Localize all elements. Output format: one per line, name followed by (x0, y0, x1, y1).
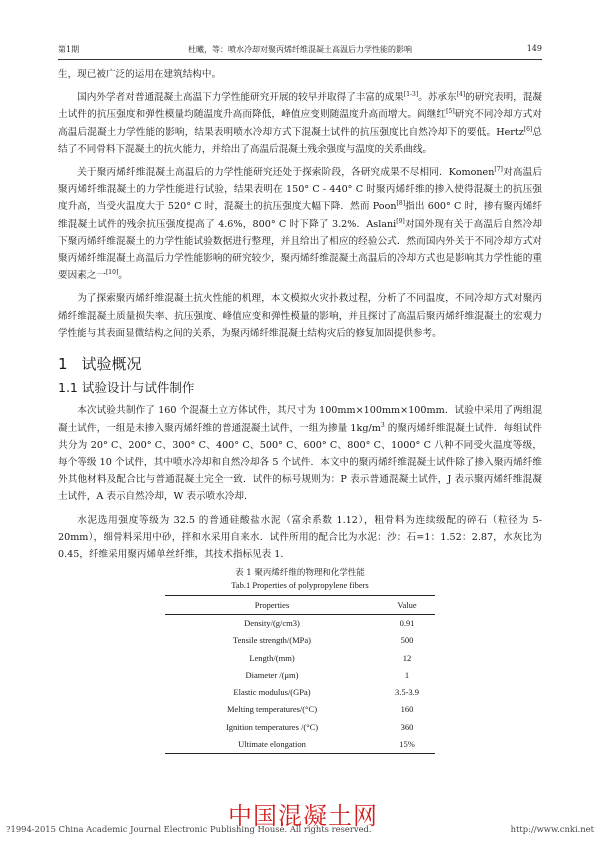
copyright-notice: ?1994-2015 China Academic Journal Electronic Publishing House. All rights reserved. (6, 824, 372, 834)
paragraph-materials: 水泥选用强度等级为 32.5 的普通硅酸盐水泥（富余系数 1.12），粗骨料为连续级配的碎石（粒径为 5-20mm），细骨料采用中砂，拌和水采用自来水．试件所用的配合比为水泥：沙：石=1：1.52：2.87，水灰比为 0.45，纤维采用聚丙烯单丝纤维，其技术指标见表 1． (58, 514, 542, 561)
column-header: Properties (165, 596, 379, 615)
table-row (165, 719, 435, 736)
table-header-row (165, 596, 435, 615)
table-cell: Density/(g/cm3) (244, 618, 300, 629)
table-row (165, 667, 435, 684)
table-cell: Diameter /(μm) (245, 669, 299, 680)
table-cell: 1 (404, 669, 410, 680)
running-title: 杜曦，等：喷水冷却对聚丙烯纤维混凝土高温后力学性能的影响 (188, 45, 412, 54)
paragraph-continued: 生，现已被广泛的运用在建筑结构中。 (58, 69, 222, 80)
table-cell: 12 (402, 652, 412, 663)
table-caption (58, 567, 542, 591)
table-cell: 0.91 (399, 618, 415, 629)
citation[interactable]: [6] (523, 125, 533, 133)
table-cell: 15% (379, 736, 435, 754)
article-body (58, 66, 542, 754)
footer-link[interactable]: http://www.cnki.net (510, 824, 594, 834)
running-header (58, 44, 542, 58)
paragraph-specimen-design: 本次试验共制作了 160 个混凝土立方体试件，其尺寸为 100mm×100mm×100mm．试验中采用了两组混凝土试件，一组是未掺入聚丙烯纤维的普通混凝土试件，一组为掺量 $1kg/m^3$ 的聚丙烯纤维混凝土试件．每组试件共分为 20° C、200° C、300° C、400° C、500° C、600° C、800° C、1000° C 八种不同受火温度等级，每个等级 10 个试件，其中喷水冷却和自然冷却各 5 个试件．本文中的聚丙烯纤维混凝土试件除了掺入聚丙烯纤维外其他材料及配合比与普通混凝土完全一致．试件的标号规则为：P 表示普通混凝土试件，J 表示聚丙烯纤维混凝土试件，A 表示自然冷却，W 表示喷水冷却． (58, 405, 542, 503)
column-header: Value (379, 596, 435, 615)
table-row (165, 736, 435, 754)
table-caption-en: Tab.1 Properties of polypropylene fibers (231, 580, 369, 591)
table-cell: 3.5-3.9 (394, 687, 420, 698)
citation[interactable]: [7] (494, 165, 503, 173)
paragraph-domestic-research: 国内外学者对普通混凝土高温下力学性能研究开展的较早并取得了丰富的成果[1-3]。苏承东[4]的研究表明，混凝土试件的抗压强度和弹性模量均随温度升高而降低，峰值应变则随温度升高而增大。阎继红[5]研究不同冷却方式对高温后混凝土力学性能的影响，结果表明喷水冷却方式下混凝土试件的抗压强度比自然冷却下的要低。Hertz[6]总结了不同骨料下混凝土的抗火能力，并给出了高温后混凝土残余强度与温度的关系曲线。 (58, 91, 543, 155)
citation[interactable]: [1-3] (403, 91, 419, 99)
section-heading-1: 1 试验概况 (58, 355, 142, 374)
citation[interactable]: [4] (456, 91, 466, 99)
citation[interactable]: [8] (396, 200, 406, 208)
table-cell: Melting temperatures/(°C) (227, 704, 318, 715)
table-cell: Ignition temperatures /(°C) (225, 721, 319, 732)
table-row (165, 684, 435, 701)
properties-table (165, 595, 435, 754)
table-cell: Elastic modulus/(GPa) (233, 687, 311, 698)
section-heading-1-1: 1.1 试验设计与试件制作 (58, 380, 195, 396)
table-row (165, 615, 435, 633)
page-number: 149 (526, 44, 542, 53)
citation[interactable]: [9] (396, 217, 405, 225)
citation[interactable]: [10] (105, 269, 119, 277)
table-row (165, 632, 435, 649)
header-rule (58, 59, 542, 60)
table-row (165, 701, 435, 718)
table-caption-cn: 表 1 聚丙烯纤维的物理和化学性能 (235, 568, 365, 579)
table-cell: Tensile strength/(MPa) (233, 635, 312, 646)
paragraph-objective: 为了探索聚丙烯纤维混凝土抗火性能的机理，本文模拟火灾扑救过程，分析了不同温度，不同冷却方式对聚丙烯纤维混凝土质量损失率、抗压强度、峰值应变和弹性模量的影响，并且探讨了高温后聚丙烯纤维混凝土的宏观力学性能与其表面显微结构之间的关系，为聚丙烯纤维混凝土结构灾后的修复加固提供参考。 (58, 293, 542, 339)
table-cell: 500 (400, 635, 414, 646)
citation[interactable]: [5] (446, 108, 455, 116)
issue-label: 第1期 (58, 45, 80, 54)
table-cell: Length/(mm) (249, 652, 295, 663)
table-cell: Ultimate elongation (165, 736, 379, 754)
table-row (165, 650, 435, 667)
table-cell: 160 (400, 704, 414, 715)
site-watermark: 中国混凝土网 (228, 802, 378, 830)
table-cell: 360 (400, 721, 414, 732)
paragraph-pp-fiber-research: 关于聚丙烯纤维混凝土高温后的力学性能研究还处于探索阶段，各研究成果不尽相同．Komonen[7]对高温后聚丙烯纤维混凝土的力学性能进行试验，结果表明在 150° C - 440° C 时聚丙烯纤维的掺入使得混凝土的抗压强度升高，当受火温度大于 520° C 时，混凝土的抗压强度大幅下降．然而 Poon[8]指出 600° C 时，掺有聚丙烯纤维混凝土试件的残余抗压强度提高了 4.6%，800° C 时下降了 3.2%．Aslani[9]对国外现有关于高温后自然冷却下聚丙烯纤维混凝土的力学性能试验数据进行整理，并且给出了相应的经验公式．然而国内外关于不同冷却方式对聚丙烯纤维混凝土高温后力学性能影响的研究较少，聚丙烯纤维混凝土高温后的冷却方式也是影响其力学性能的重要因素之一[10]。 (58, 165, 543, 282)
page-footer (6, 824, 594, 834)
